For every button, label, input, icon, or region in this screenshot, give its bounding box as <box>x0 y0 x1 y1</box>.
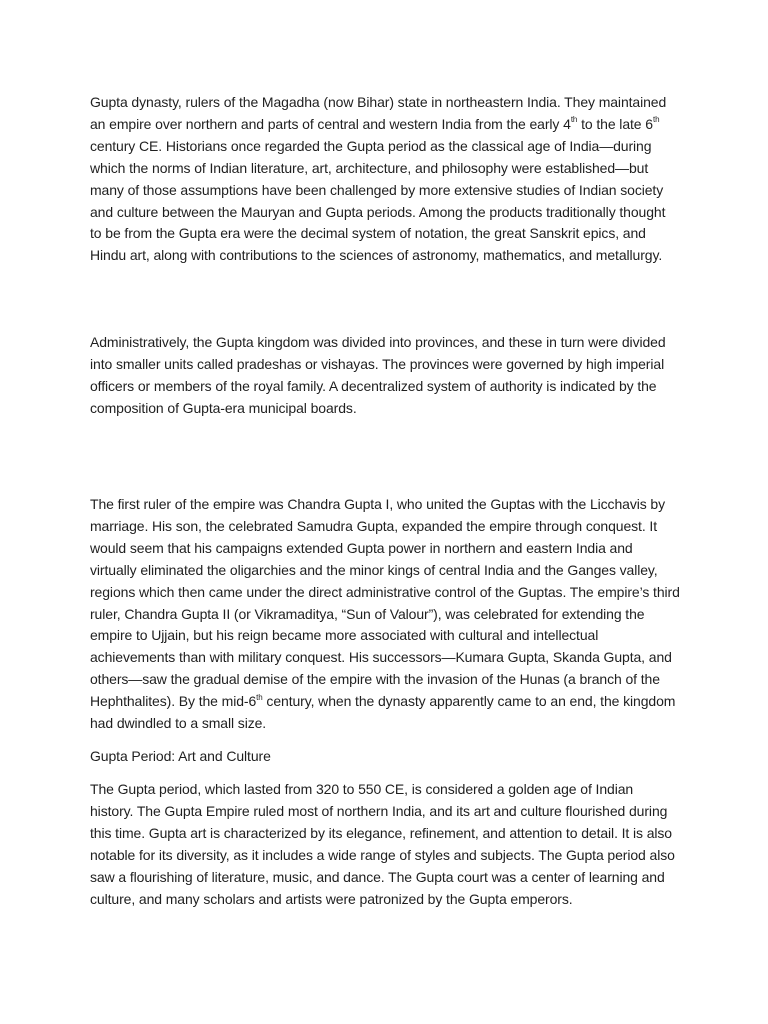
paragraph-gupta-dynasty-intro <box>90 92 680 267</box>
paragraph-rulers <box>90 494 680 735</box>
ordinal-superscript: th <box>652 115 660 125</box>
paragraph-text: The first ruler of the empire was Chandra Gupta I, who united the Guptas with the Licchavis by marriage. His son, the celebrated Samudra Gupta, expanded the empire through conquest. It would seem that his campaigns extended Gupta power in northern and eastern India and virtually eliminated the oligarchies and the minor kings of central India and the Ganges valley, regions which then came under the direct administrative control of the Guptas. The empire’s third ruler, Chandra Gupta II (or Vikramaditya, “Sun of Valour”), was celebrated for extending the empire to Ujjain, but his reign became more associated with cultural and intellectual achievements than with military conquest. His successors—Kumara Gupta, Skanda Gupta, and others—saw the gradual demise of the empire with the invasion of the Hunas (a branch of the Hephthalites). By the mid-6 <box>90 496 680 710</box>
paragraph-text: century, when the dynasty apparently came to an end, the kingdom had dwindled to a small size. <box>90 693 676 732</box>
section-heading: Gupta Period: Art and Culture <box>90 748 271 764</box>
ordinal-superscript: th <box>256 692 263 702</box>
paragraph-text: Gupta dynasty, rulers of the Magadha (now Bihar) state in northeastern India. They maintained an empire over northern and parts of central and western India from the early 4 <box>90 94 667 132</box>
ordinal-superscript: th <box>570 115 578 125</box>
paragraph-text: to the late 6 <box>577 115 653 132</box>
paragraph-art-and-culture: The Gupta period, which lasted from 320 to 550 CE, is considered a golden age of Indian history. The Gupta Empire ruled most of northern India, and its art and culture flourished during this time. Gupta art is characterized by its elegance, refinement, and attention to detail. It is also notable for its diversity, as it includes a wide range of styles and subjects. The Gupta period also saw a flourishing of literature, music, and dance. The Gupta court was a center of learning and culture, and many scholars and artists were patronized by the Gupta emperors. <box>90 781 675 907</box>
paragraph-text: century CE. Historians once regarded the Gupta period as the classical age of India—during which the norms of Indian literature, art, architecture, and philosophy were established—but many of those assumptions have been challenged by more extensive studies of Indian society and culture between the Mauryan and Gupta periods. Among the products traditionally thought to be from the Gupta era were the decimal system of notation, the great Sanskrit epics, and Hindu art, along with contributions to the sciences of astronomy, mathematics, and metallurgy. <box>90 137 666 264</box>
paragraph-administration: Administratively, the Gupta kingdom was divided into provinces, and these in turn were divided into smaller units called pradeshas or vishayas. The provinces were governed by high imperial officers or members of the royal family. A decentralized system of authority is indicated by the composition of Gupta-era municipal boards. <box>90 334 666 416</box>
